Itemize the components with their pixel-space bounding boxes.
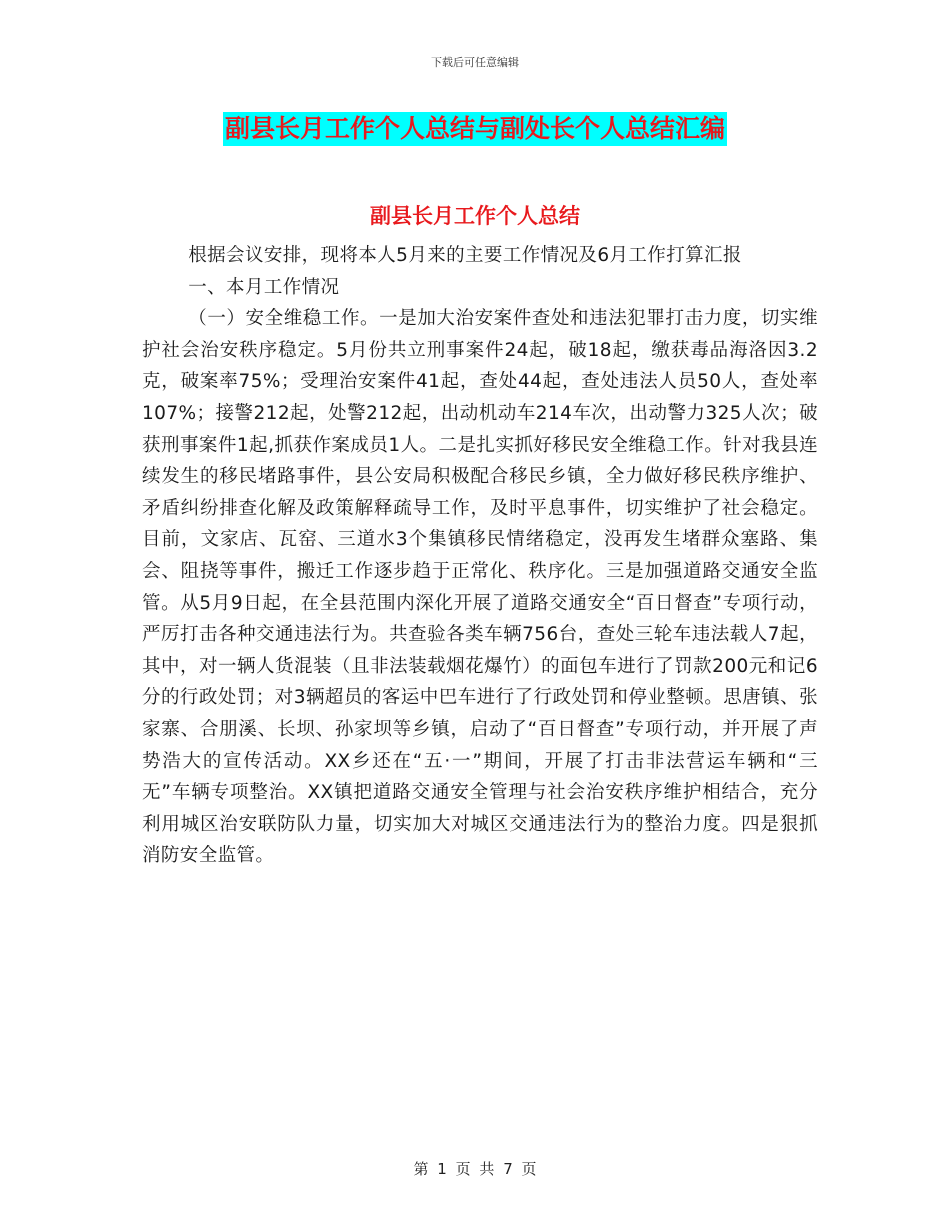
paragraph-security-work: （一）安全维稳工作。一是加大治安案件查处和违法犯罪打击力度，切实维护社会治安秩序稳定。5月份共立刑事案件24起，破18起，缴获毒品海洛因3.2克，破案率75%；受理治安案件41起，查处44起，查处违法人员50人，查处率107%；接警212起，处警212起，出动机动车214车次，出动警力325人次；破获刑事案件1起,抓获作案成员1人。二是扎实抓好移民安全维稳工作。针对我县连续发生的移民堵路事件，县公安局积极配合移民乡镇，全力做好移民秩序维护、矛盾纠纷排查化解及政策解释疏导工作，及时平息事件，切实维护了社会稳定。目前，文家店、瓦窑、三道水3个集镇移民情绪稳定，没再发生堵群众塞路、集会、阻挠等事件，搬迁工作逐步趋于正常化、秩序化。三是加强道路交通安全监管。从5月9日起，在全县范围内深化开展了道路交通安全“百日督查”专项行动，严厉打击各种交通违法行为。共查验各类车辆756台，查处三轮车违法载人7起，其中，对一辆人货混装（且非法装载烟花爆竹）的面包车进行了罚款200元和记6分的行政处罚；对3辆超员的客运中巴车进行了行政处罚和停业整顿。思唐镇、张家寨、合朋溪、长坝、孙家坝等乡镇，启动了“百日督查”专项行动，并开展了声势浩大的宣传活动。XX乡还在“五·一”期间，开展了打击非法营运车辆和“三无”车辆专项整治。XX镇把道路交通安全管理与社会治安秩序维护相结合，充分利用城区治安联防队力量，切实加大对城区交通违法行为的整治力度。四是狠抓消防安全监管。 [142,308,818,867]
footer-suffix: 页 [521,1160,537,1178]
footer-total-prefix: 共 [479,1160,495,1178]
paragraph-intro: 根据会议安排，现将本人5月来的主要工作情况及6月工作打算汇报 [188,245,742,266]
section-title: 副县长月工作个人总结 [370,204,580,228]
page-footer [0,1158,950,1179]
body-text [142,240,818,872]
footer-total-pages: 7 [503,1160,513,1178]
footer-page-word: 页 [455,1160,471,1178]
document-title-container [0,112,950,146]
header-note: 下载后可任意编辑 [431,56,519,69]
footer-prefix: 第 [413,1160,429,1178]
document-title: 副县长月工作个人总结与副处长个人总结汇编 [223,112,727,146]
paragraph-heading: 一、本月工作情况 [188,276,340,298]
footer-page-number: 1 [437,1160,447,1178]
